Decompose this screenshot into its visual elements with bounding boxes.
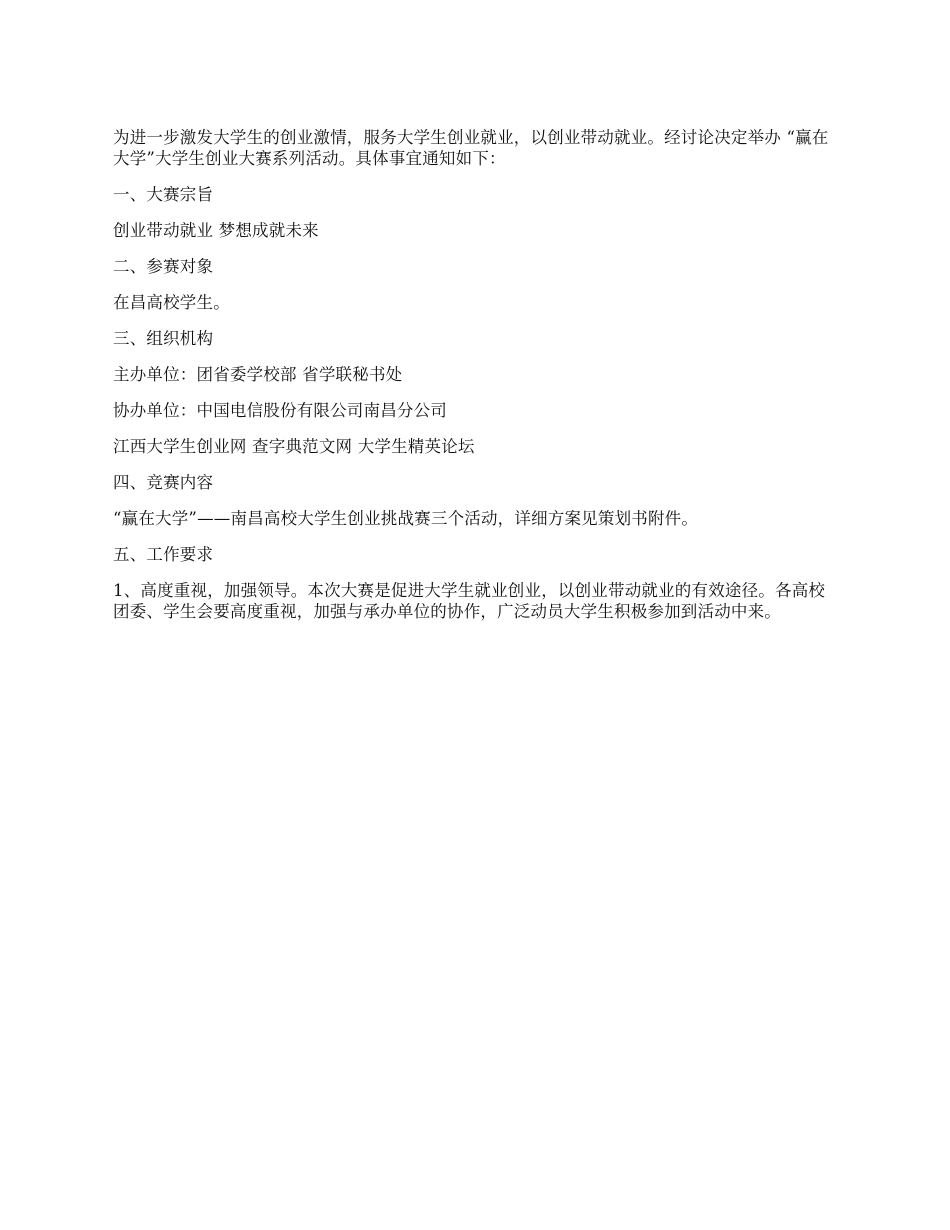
section-heading-requirements: 五、工作要求 [113, 545, 214, 564]
section-heading-content: 四、竞赛内容 [113, 473, 214, 492]
organizer-text: 主办单位：团省委学校部 省学联秘书处 [113, 365, 403, 384]
section-heading-participants: 二、参赛对象 [113, 257, 214, 276]
co-organizer-text: 协办单位：中国电信股份有限公司南昌分公司 [113, 401, 447, 420]
requirements-text: 1、高度重视，加强领导。本次大赛是促进大学生就业创业，以创业带动就业的有效途径。各高校团委、学生会要高度重视，加强与承办单位的协作，广泛动员大学生积极参加到活动中来。 [113, 581, 826, 621]
content-text: “赢在大学”——南昌高校大学生创业挑战赛三个活动，详细方案见策划书附件。 [113, 509, 699, 528]
document-page [113, 127, 841, 622]
participants-text: 在昌高校学生。 [113, 293, 230, 312]
purpose-text: 创业带动就业 梦想成就未来 [113, 221, 319, 240]
supporters-text: 江西大学生创业网 查字典范文网 大学生精英论坛 [113, 437, 475, 456]
section-heading-purpose: 一、大赛宗旨 [113, 185, 214, 204]
intro-paragraph: 为进一步激发大学生的创业激情，服务大学生创业就业，以创业带动就业。经讨论决定举办 “赢在大学”大学生创业大赛系列活动。具体事宜通知如下： [113, 128, 829, 168]
section-heading-organization: 三、组织机构 [113, 329, 214, 348]
